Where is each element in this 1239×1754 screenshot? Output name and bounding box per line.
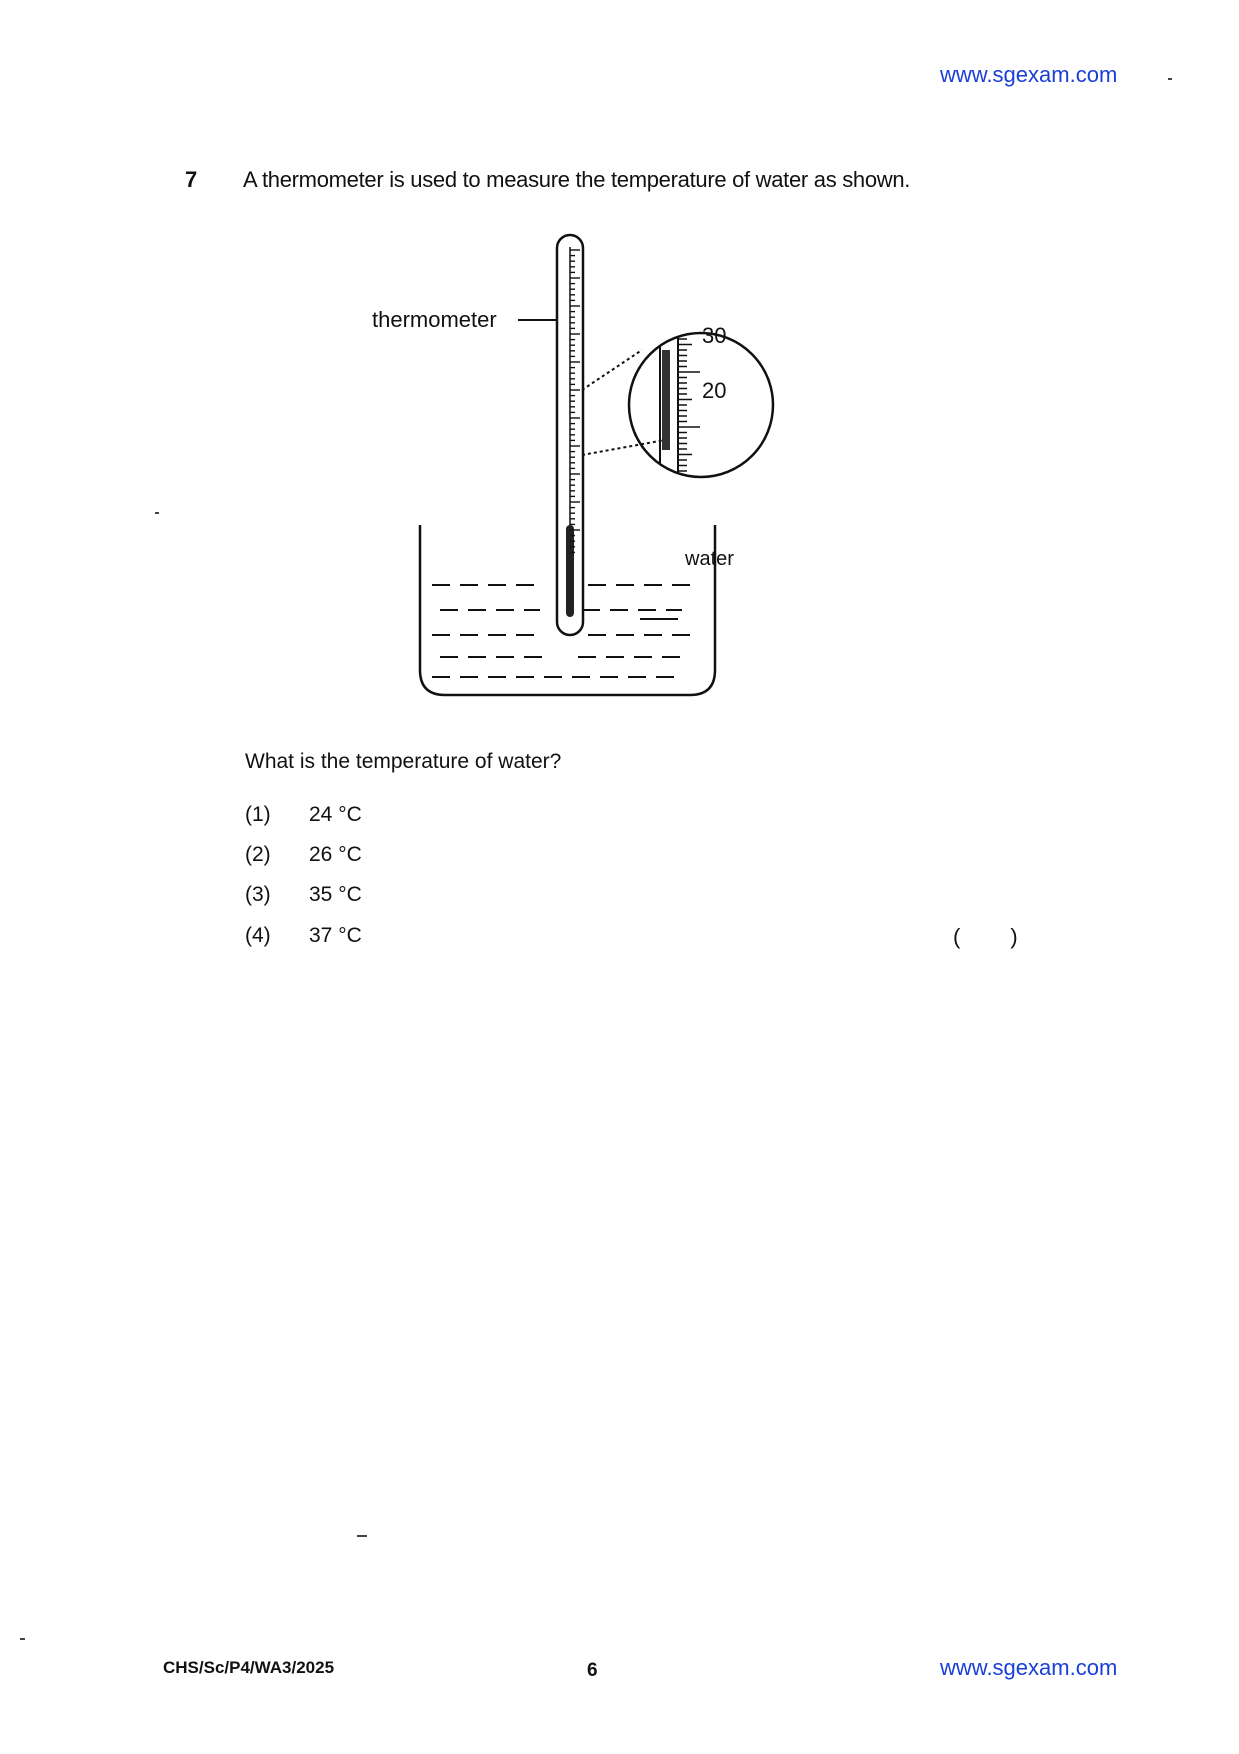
- thermometer-diagram: [360, 225, 840, 715]
- option-text: 35 °C: [309, 883, 362, 906]
- answer-box[interactable]: [953, 924, 1018, 950]
- scale-label-20: 20: [702, 378, 727, 403]
- option-number: (1): [245, 803, 271, 826]
- scan-speck: [357, 1535, 367, 1537]
- header-watermark: www.sgexam.com: [940, 62, 1118, 87]
- water-label: water: [685, 548, 734, 570]
- option-text: 26 °C: [309, 843, 362, 866]
- scale-label-30: 30: [702, 323, 727, 348]
- option-4[interactable]: [245, 924, 362, 948]
- question-text: A thermometer is used to measure the temperature of water as shown.: [243, 167, 911, 192]
- scan-speck: [1168, 78, 1172, 80]
- scan-speck: [20, 1638, 25, 1640]
- question-number: 7: [185, 167, 198, 192]
- answer-close-bracket: ): [1010, 924, 1018, 949]
- option-2[interactable]: [245, 843, 362, 867]
- footer-watermark: www.sgexam.com: [940, 1655, 1118, 1680]
- option-number: (4): [245, 924, 271, 947]
- option-number: (3): [245, 883, 271, 906]
- footer-paper-code: CHS/Sc/P4/WA3/2025: [163, 1658, 335, 1677]
- option-1[interactable]: [245, 803, 362, 827]
- scan-speck: [155, 512, 159, 514]
- option-text: 24 °C: [309, 803, 362, 826]
- thermometer: [557, 235, 583, 635]
- option-3[interactable]: [245, 883, 362, 907]
- question-prompt: What is the temperature of water?: [245, 750, 562, 773]
- thermometer-label: thermometer: [372, 307, 497, 332]
- answer-open-bracket: (: [953, 924, 961, 949]
- footer-page-number: 6: [587, 1660, 598, 1681]
- option-number: (2): [245, 843, 271, 866]
- zoomed-scale: [660, 315, 700, 532]
- option-text: 37 °C: [309, 924, 362, 947]
